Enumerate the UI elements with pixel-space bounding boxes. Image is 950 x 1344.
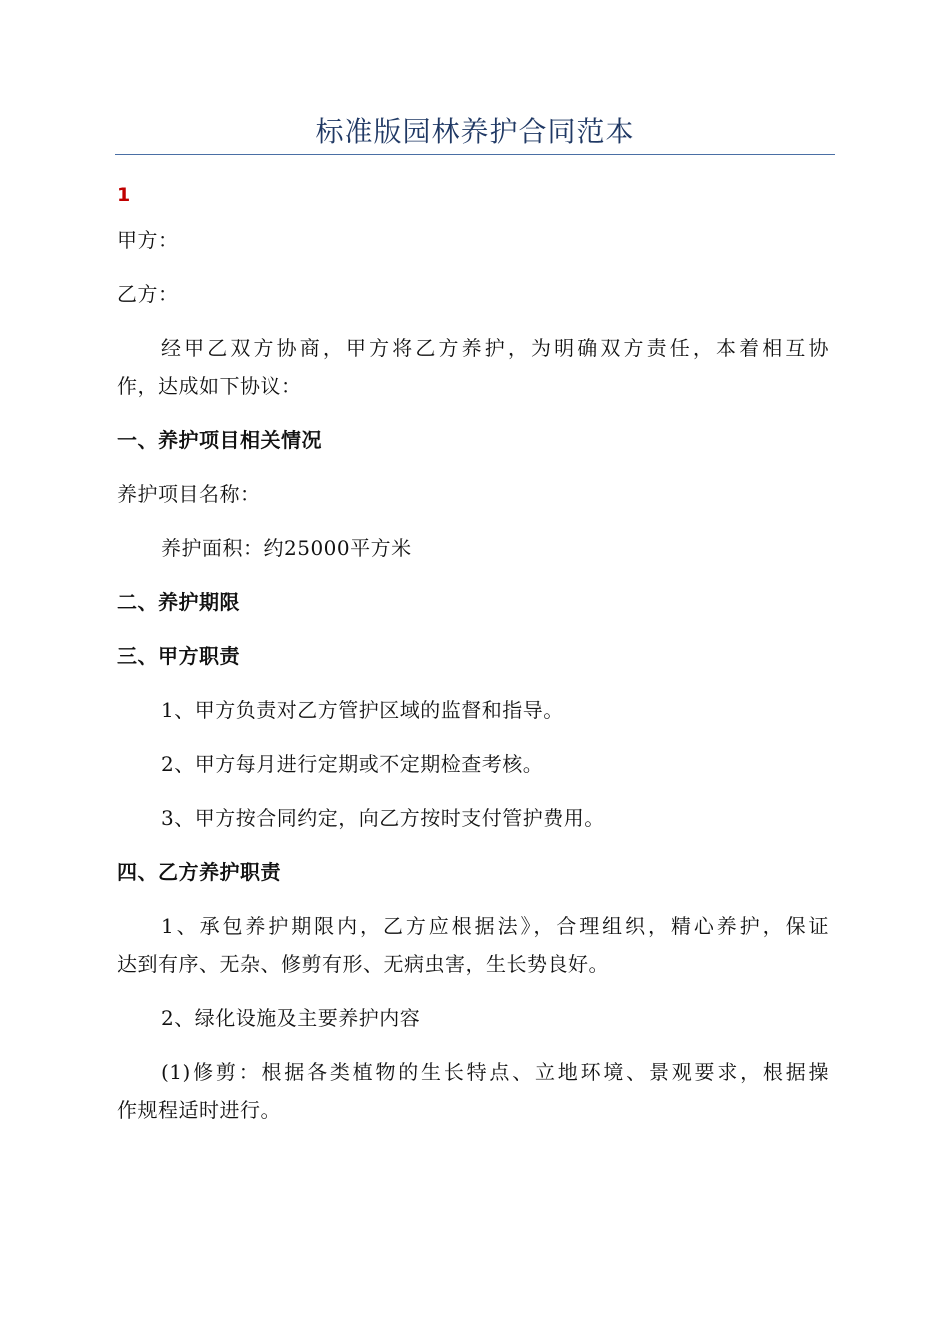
party-b-duty-1-line-1: 1、承包养护期限内，乙方应根据法》，合理组织，精心养护，保证 (161, 914, 829, 938)
heading-maintenance-period: 二、养护期限 (117, 590, 240, 614)
party-b-duty-2-1-line-1: (1)修剪：根据各类植物的生长特点、立地环境、景观要求，根据操 (161, 1060, 829, 1084)
party-a-duty-2: 2、甲方每月进行定期或不定期检查考核。 (161, 752, 544, 776)
project-name-field: 养护项目名称： (117, 482, 261, 506)
heading-party-a-duties: 三、甲方职责 (117, 644, 240, 668)
party-a-duty-1: 1、甲方负责对乙方管护区域的监督和指导。 (161, 698, 564, 722)
heading-project-info: 一、养护项目相关情况 (117, 428, 322, 452)
party-b-duty-1-line-2: 达到有序、无杂、修剪有形、无病虫害，生长势良好。 (117, 952, 609, 976)
party-a-duty-3: 3、甲方按合同约定，向乙方按时支付管护费用。 (161, 806, 605, 830)
party-b-label: 乙方： (117, 282, 179, 306)
project-area-field: 养护面积：约25000平方米 (161, 536, 412, 560)
party-b-duty-2: 2、绿化设施及主要养护内容 (161, 1006, 421, 1030)
intro-paragraph-line-1: 经甲乙双方协商，甲方将乙方养护，为明确双方责任，本着相互协 (161, 336, 829, 360)
title-underline (115, 154, 835, 155)
party-b-duty-2-1-line-2: 作规程适时进行。 (117, 1098, 281, 1122)
heading-party-b-duties: 四、乙方养护职责 (117, 860, 281, 884)
intro-paragraph-line-2: 作，达成如下协议： (117, 374, 302, 398)
party-a-label: 甲方： (117, 228, 179, 252)
document-title: 标准版园林养护合同范本 (315, 115, 635, 148)
section-number: 1 (117, 184, 131, 206)
